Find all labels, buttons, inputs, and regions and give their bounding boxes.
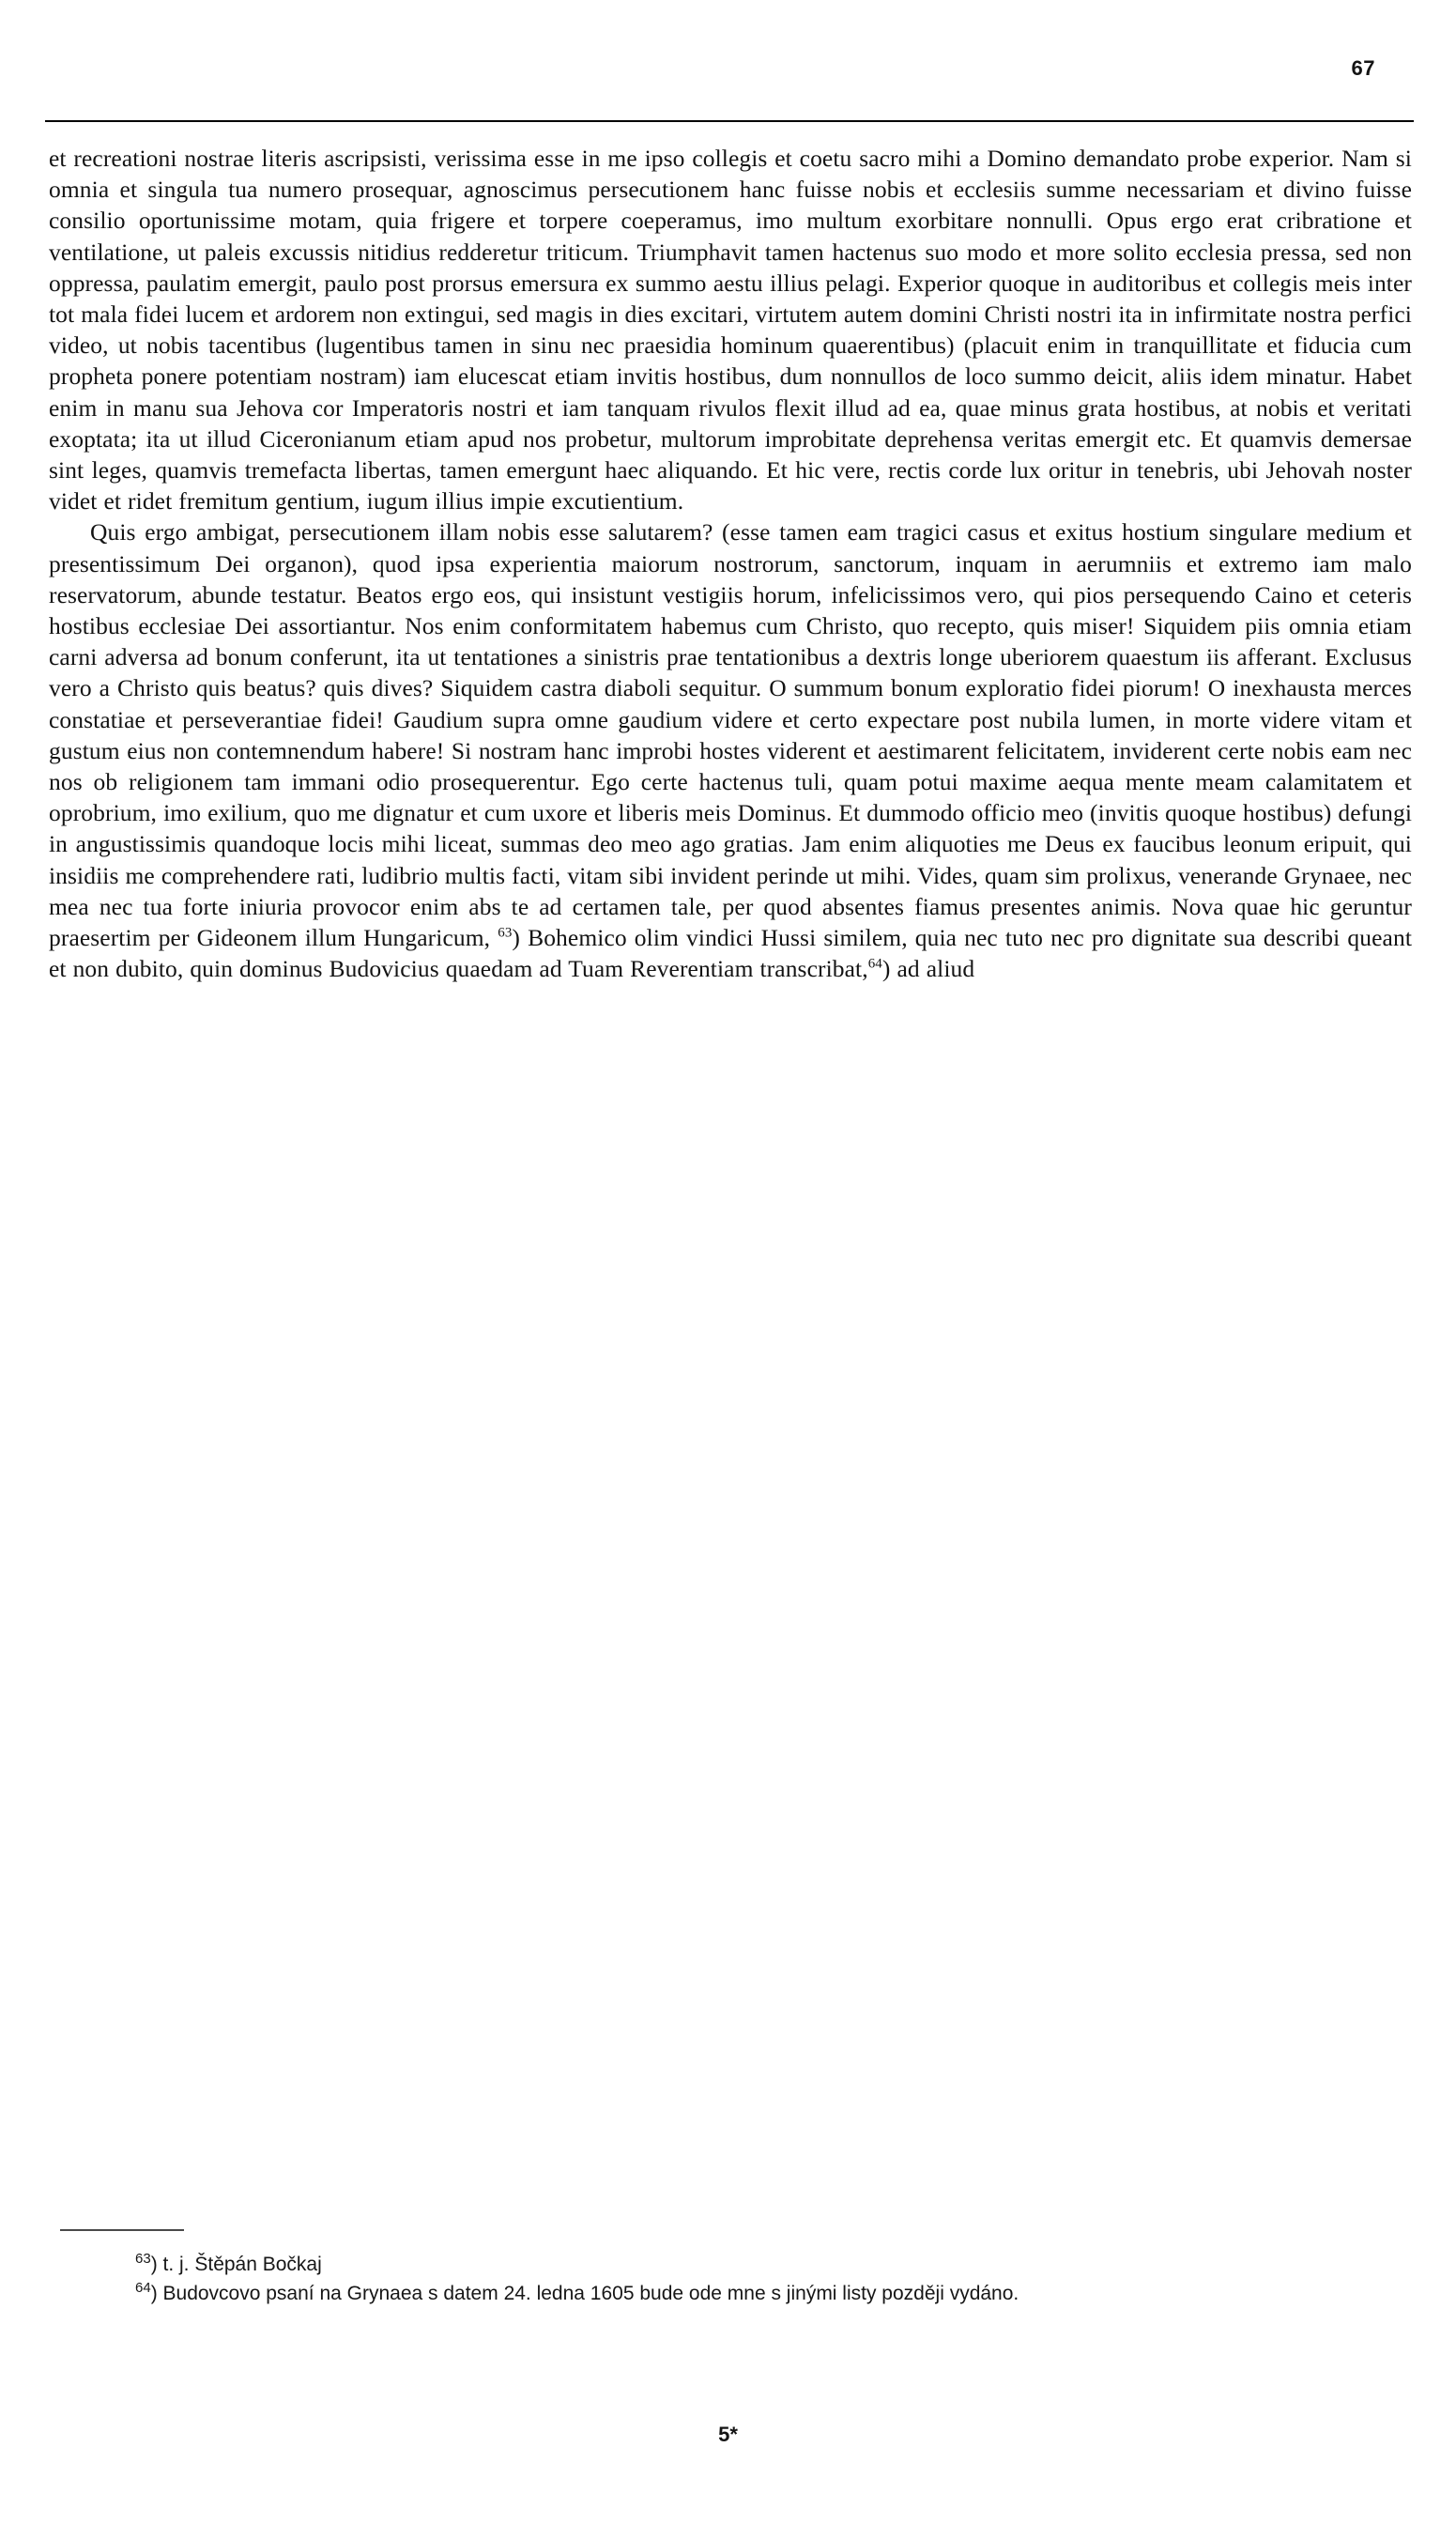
paragraph-2-continued: ) Bohemico olim vindici Hussi similem, quia nec tuto nec pro dignitate sua describi queant et non dubito, quin dominus Budovicius quaedam ad Tuam Reverentiam transcribat, [49,924,1413,983]
footnote-64-text: ) Budovcovo psaní na Grynaea s datem 24. ledna 1605 bude ode mne s jinými listy později vydáno. [150,2283,1019,2304]
paragraph-2-end: ) ad aliud [881,955,975,983]
header-rule [45,120,1414,122]
signature-mark: 5* [718,2423,738,2446]
footnote-separator [60,2229,184,2231]
footnote-marker-64: 64 [867,956,882,972]
footnote-63-marker: 63 [135,2251,151,2267]
footnote-63 [60,2250,1412,2279]
footnote-marker-63: 63 [498,925,513,941]
footnote-63-text: ) t. j. Štěpán Bočkaj [150,2254,322,2275]
paragraph-2-main: Quis ergo ambigat, persecutionem illam nobis esse salutarem? (esse tamen eam tragici casus et exitus hostium singulare medium et presentissimum Dei organon), quod ipsa experientia maiorum nostrorum, sanctorum, inquam in aerumniis et extremo iam malo reservatorum, abunde testatur. Beatos ergo eos, qui insistunt vestigiis horum, infelicissimos vero, qui pios persequendo Caino et ceteris hostibus ecclesiae Dei assortiantur. Nos enim conformitatem habemus cum Christo, quo recepto, quis miser! Siquidem piis omnia etiam carni adversa ad bonum conferunt, ita ut tentationes a sinistris prae tentationibus a dextris longe uberiorem quaestum iis afferant. Exclusus vero a Christo quis beatus? quis dives? Siquidem castra diaboli sequitur. O summum bonum exploratio fidei piorum! O inexhausta merces constatiae et perseverantiae fidei! Gaudium supra omne gaudium videre et certo expectare post nubila lumen, in morte videre vitam et gustum eius non contemnendum habere! Si nostram hanc improbi hostes viderent et aestimarent felicitatem, inviderent certe nobis eam nec nos ob religionem tam immani odio prosequerentur. Ego certe hactenus tuli, quam potui maxime aequa mente meam calamitatem et oprobrium, imo exilium, quo me dignatur et cum uxore et liberis meis Dominus. Et dummodo officio meo (invitis quoque hostibus) defungi in angustissimis quandoque locis mihi liceat, summas deo meo ago gratias. Jam enim aliquoties me Deus ex faucibus leonum eripuit, qui insidiis me comprehendere rati, ludibrio multis facti, vitam sibi invident perinde ut mihi. Vides, quam sim prolixus, venerande Grynaee, nec mea nec tua forte iniuria provocor enim abs te ad certamen tale, per quod absentes fiamus presentes animis. Nova quae hic geruntur praesertim per Gideonem illum Hungaricum, [49,518,1412,952]
footnotes-block [60,2250,1412,2308]
footnote-64-marker: 64 [135,2280,151,2296]
body-text-block [49,143,1412,984]
page-number: 67 [1351,56,1375,80]
paragraph-2 [49,516,1412,984]
paragraph-1: et recreationi nostrae literis ascripsisti, verissima esse in me ipso collegis et coetu sacro mihi a Domino demandato probe experior. Nam si omnia et singula tua numero prosequar, agnoscimus persecutionem hanc fuisse nobis et ecclesiis summe necessariam et divino fuisse consilio oportunissime motam, quia frigere et torpere coeperamus, imo multum exorbitare nonnulli. Opus ergo erat cribratione et ventilatione, ut paleis excussis nitidius redderetur triticum. Triumphavit tamen hactenus suo modo et more solito ecclesia pressa, sed non oppressa, paulatim emergit, paulo post prorsus emersura ex summo aestu illius pelagi. Experior quoque in auditoribus et collegis meis inter tot mala fidei lucem et ardorem non extingui, sed magis in dies excitari, virtutem autem domini Christi nostri ita in infirmitate nostra perfici video, ut nobis tacentibus (lugentibus tamen in sinu nec praesidia hominum quaerentibus) (placuit enim in tranquillitate et fiducia cum propheta ponere potentiam nostram) iam elucescat etiam invitis hostibus, dum nonnullos de loco summo deicit, aliis idem minatur. Habet enim in manu sua Jehova cor Imperatoris nostri et iam tanquam rivulos flexit illud ad ea, quae minus grata hostibus, at nobis et veritati exoptata; ita ut illud Ciceronianum etiam apud nos probetur, multorum improbitate deprehensa veritas emergit etc. Et quamvis demersae sint leges, quamvis tremefacta libertas, tamen emergunt haec aliquando. Et hic vere, rectis corde lux oritur in tenebris, ubi Jehovah noster videt et ridet fremitum gentium, iugum illius impie excutientium. [49,145,1412,516]
footnote-64 [60,2279,1412,2308]
